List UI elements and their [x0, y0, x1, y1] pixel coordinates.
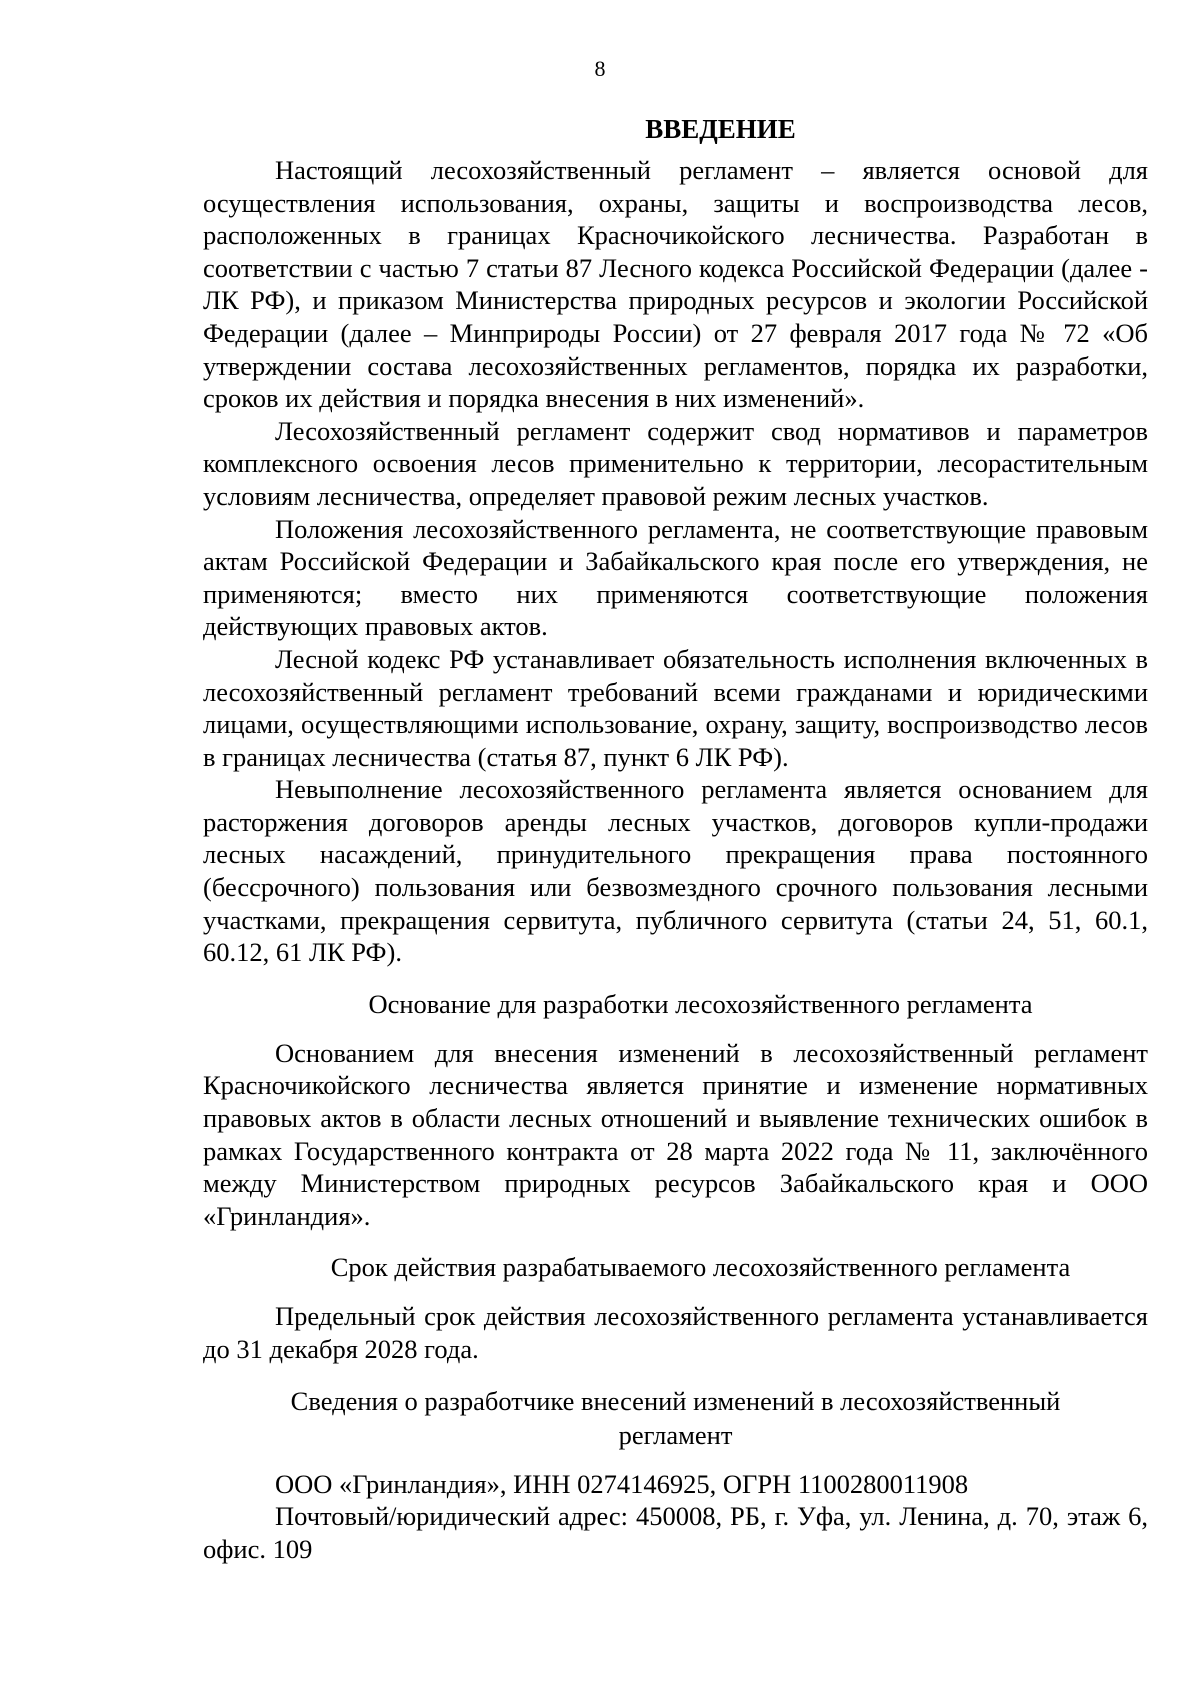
intro-paragraph-2: Лесохозяйственный регламент содержит свод нормативов и параметров комплексного освоения лесов применительно к территории, лесорастительным условиям лесничества, определяет правовой режим лесных участков. [203, 415, 1148, 511]
document-body [203, 112, 1148, 1565]
document-title: ВВЕДЕНИЕ [645, 114, 796, 144]
intro-paragraph-4: Лесной кодекс РФ устанавливает обязательность исполнения включенных в лесохозяйственный регламент требований всеми гражданами и юридическими лицами, осуществляющими использование, охрану, защиту, воспроизводство лесов в границах лесничества (статья 87, пункт 6 ЛК РФ). [203, 643, 1148, 772]
page-number: 8 [594, 56, 606, 81]
term-heading: Срок действия разрабатываемого лесохозяйственного регламента [330, 1252, 1071, 1283]
intro-paragraph-1: Настоящий лесохозяйственный регламент – является основой для осуществления использования, охраны, защиты и воспроизводства лесов, расположенных в границах Красночикойского лесничества. Разработан в соответствии с частью 7 статьи 87 Лесного кодекса Российской Федерации (далее - ЛК РФ), и приказом Министерства природных ресурсов и экологии Российской Федерации (далее – Минприроды России) от 27 февраля 2017 года № 72 «Об утверждении состава лесохозяйственных регламентов, порядка их разработки, сроков их действия и порядка внесения в них изменений». [203, 155, 1148, 414]
basis-heading: Основание для разработки лесохозяйственного регламента [368, 988, 1033, 1019]
basis-paragraph: Основанием для внесения изменений в лесохозяйственный регламент Красночикойского лесничества является принятие и изменение нормативных правовых актов в области лесных отношений и выявление технических ошибок в рамках Государственного контракта от 28 марта 2022 года № 11, заключённого между Министерством природных ресурсов Забайкальского края и ООО «Гринландия». [203, 1037, 1148, 1231]
developer-heading: Сведения о разработчике внесений изменений в лесохозяйственный регламент [290, 1385, 1061, 1450]
term-paragraph: Предельный срок действия лесохозяйственного регламента устанавливается до 31 декабря 2028 года. [203, 1301, 1148, 1364]
intro-paragraph-3: Положения лесохозяйственного регламента, не соответствующие правовым актам Российской Федерации и Забайкальского края после его утверждения, не применяются; вместо них применяются соответствующие положения действующих правовых актов. [203, 513, 1148, 642]
developer-company-line: ООО «Гринландия», ИНН 0274146925, ОГРН 1100280011908 [275, 1468, 969, 1499]
developer-address: Почтовый/юридический адрес: 450008, РБ, г. Уфа, ул. Ленина, д. 70, этаж 6, офис. 109 [203, 1501, 1148, 1564]
intro-paragraph-5: Невыполнение лесохозяйственного регламента является основанием для расторжения договоров аренды лесных участков, договоров купли-продажи лесных насаждений, принудительного прекращения права постоянного (бессрочного) пользования или безвозмездного срочного пользования лесными участками, прекращения сервитута, публичного сервитута (статьи 24, 51, 60.1, 60.12, 61 ЛК РФ). [203, 774, 1148, 968]
